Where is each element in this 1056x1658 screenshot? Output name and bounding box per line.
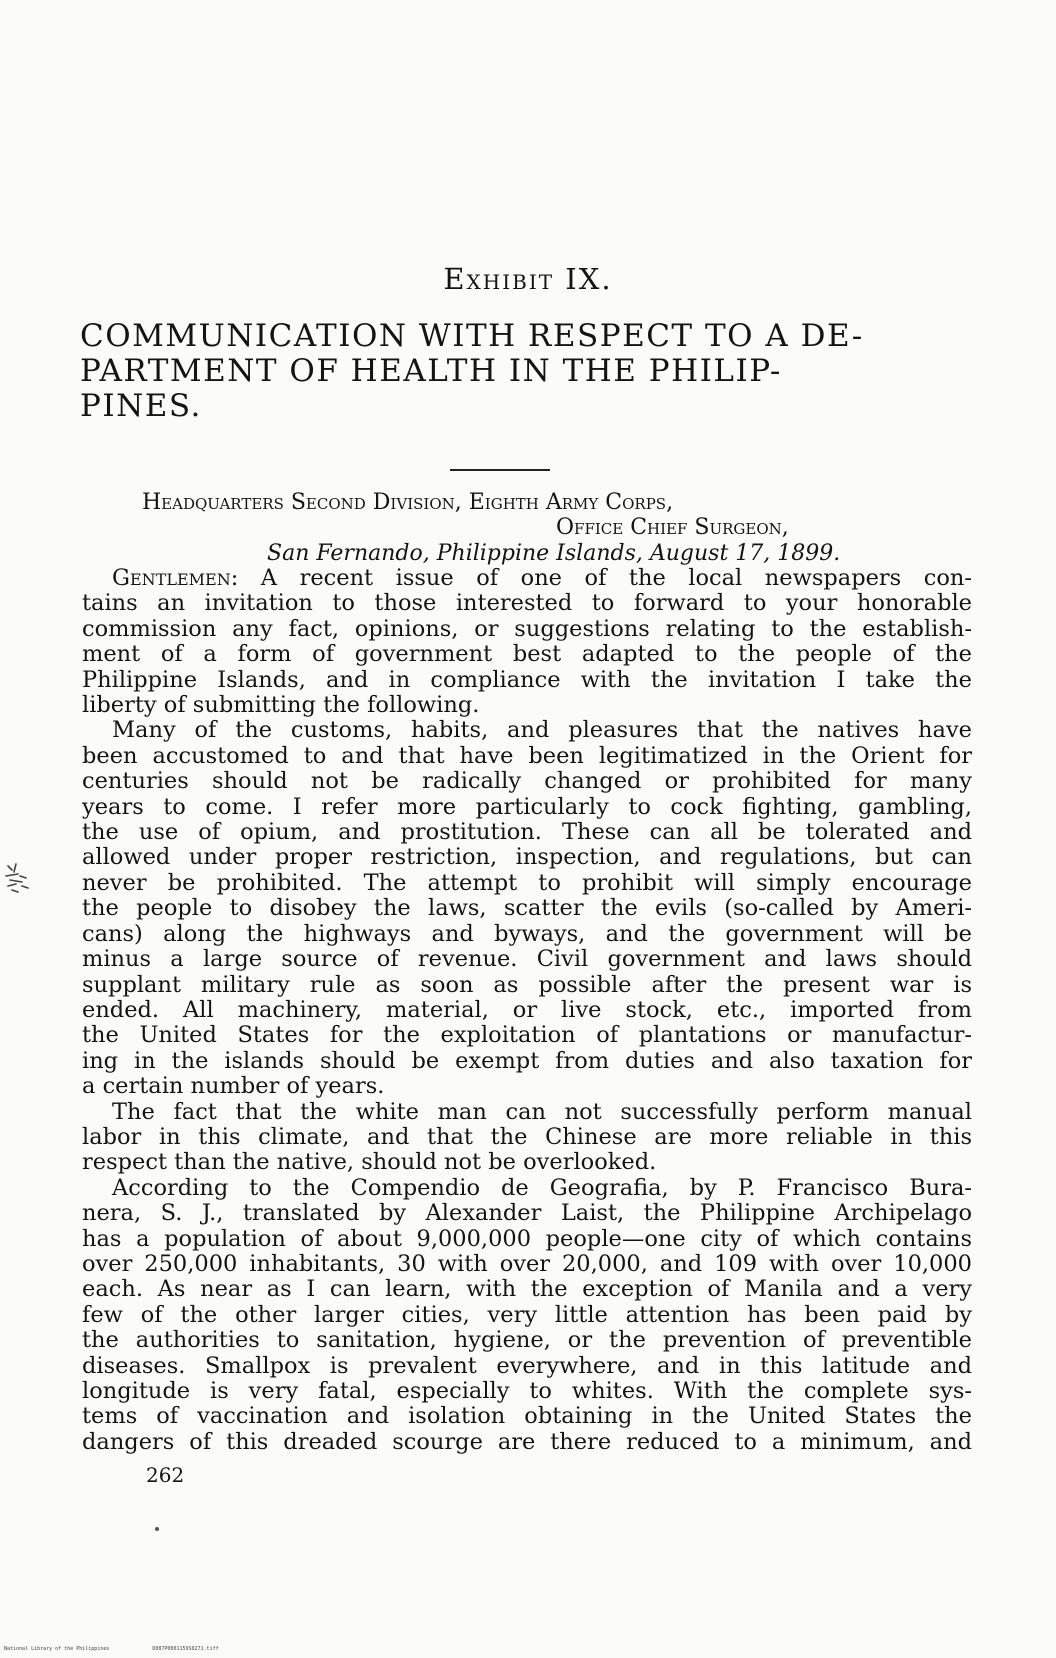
paragraph-line: According to the Compendio de Geografia, by P. Francisco Bura- (112, 1174, 972, 1201)
paragraph-line: over 250,000 inhabitants, 30 with over 20,000, and 109 with over 10,000 (82, 1250, 972, 1277)
paragraph-line: centuries should not be radically changed or prohibited for many (82, 768, 972, 795)
salutation: Gentlemen: (112, 565, 239, 591)
paragraph-line: Many of the customs, habits, and pleasures that the natives have (112, 717, 972, 744)
ink-spot (155, 1527, 159, 1531)
paragraph-line: Philippine Islands, and in compliance with the invitation I take the (82, 666, 972, 693)
scan-footer (0, 1646, 1056, 1652)
letterhead-line-3: San Fernando, Philippine Islands, August 17, 1899. (267, 541, 841, 566)
document-title-line-2: PARTMENT OF HEALTH IN THE PHILIP- (80, 353, 782, 389)
paragraph-line: tains an invitation to those interested to forward to your honorable (82, 590, 972, 617)
paragraph-line: tems of vaccination and isolation obtaining in the United States the (82, 1403, 972, 1430)
paragraph-line: allowed under proper restriction, inspection, and regulations, but can (82, 844, 972, 871)
paragraph-line: the use of opium, and prostitution. These can all be tolerated and (82, 819, 972, 846)
paragraph-line: ended. All machinery, material, or live stock, etc., imported from (82, 996, 972, 1023)
paragraph-line: nera, S. J., translated by Alexander Laist, the Philippine Archipelago (82, 1200, 972, 1227)
letterhead-line-1: Headquarters Second Division, Eighth Army Corps, (142, 490, 674, 515)
paragraph-2 (82, 718, 972, 1099)
paragraph-line: commission any fact, opinions, or suggestions relating to the establish- (82, 615, 972, 642)
paragraph-line: the people to disobey the laws, scatter the evils (so-called by Ameri- (82, 895, 972, 922)
paragraph-1 (82, 566, 972, 718)
letter-body (82, 566, 972, 1455)
paragraph-line: supplant military rule as soon as possible after the present war is (82, 971, 972, 998)
paragraph-line: each. As near as I can learn, with the exception of Manila and a very (82, 1276, 972, 1303)
paragraph-line: years to come. I refer more particularly to cock fighting, gambling, (82, 793, 972, 820)
paragraph-line: few of the other larger cities, very little attention has been paid by (82, 1301, 972, 1328)
paragraph-line: cans) along the highways and byways, and the government will be (82, 920, 972, 947)
paragraph-line: the authorities to sanitation, hygiene, or the prevention of preventible (82, 1327, 972, 1354)
document-title-line-1: COMMUNICATION WITH RESPECT TO A DE- (80, 318, 864, 354)
page-number: 262 (146, 1463, 185, 1487)
margin-ink-smudge (2, 862, 32, 896)
document-title-line-3: PINES. (80, 388, 202, 424)
paragraph-line: never be prohibited. The attempt to prohibit will simply encourage (82, 869, 972, 896)
paragraph-line: Gentlemen: A recent issue of one of the local newspapers con- (112, 565, 972, 591)
paragraph-3 (82, 1100, 972, 1176)
paragraph-line: a certain number of years. (82, 1073, 385, 1100)
paragraph-line: labor in this climate, and that the Chinese are more reliable in this (82, 1123, 972, 1150)
paragraph-line: longitude is very fatal, especially to whites. With the complete sys- (82, 1378, 972, 1404)
footer-library: National Library of the Philippines (4, 1646, 110, 1652)
paragraph-line: The fact that the white man can not successfully perform manual (112, 1098, 972, 1125)
paragraph-line: has a population of about 9,000,000 people—one city of which contains (82, 1225, 972, 1252)
paragraph-line: ing in the islands should be exempt from duties and also taxation for (82, 1047, 972, 1074)
paragraph-line: respect than the native, should not be overlooked. (82, 1149, 657, 1176)
paragraph-line: ment of a form of government best adapted to the people of the (82, 641, 972, 668)
footer-filename: D087P0001159S0271.tiff (152, 1646, 219, 1652)
paragraph-line: been accustomed to and that have been legitimatized in the Orient for (82, 742, 972, 769)
title-divider (450, 469, 550, 471)
paragraph-line: dangers of this dreaded scourge are there reduced to a minimum, and (82, 1428, 972, 1455)
paragraph-line: diseases. Smallpox is prevalent everywhere, and in this latitude and (82, 1352, 972, 1379)
exhibit-heading: Exhibit IX. (443, 262, 613, 296)
paragraph-line: liberty of submitting the following. (82, 692, 480, 719)
letterhead-line-2: Office Chief Surgeon, (556, 515, 789, 540)
paragraph-4 (82, 1176, 972, 1455)
paragraph-line: minus a large source of revenue. Civil government and laws should (82, 946, 972, 973)
paragraph-line: the United States for the exploitation of plantations or manufactur- (82, 1022, 972, 1049)
